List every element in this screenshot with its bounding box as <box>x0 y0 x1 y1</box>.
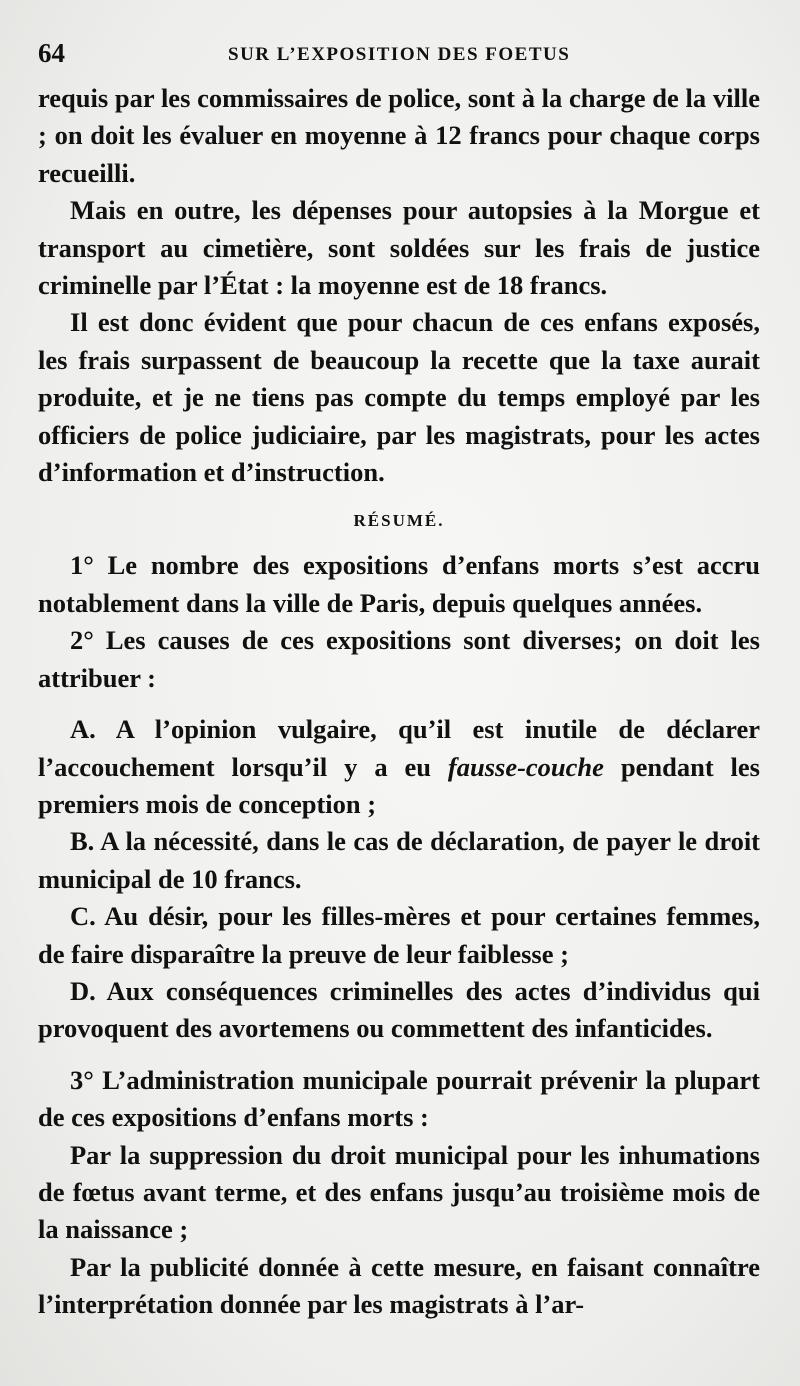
spacer <box>38 697 760 711</box>
page-header <box>38 38 758 74</box>
summary-point-3: 3° L’administration municipale pourrait prévenir la plupart de ces expositions d’enfans morts : <box>38 1064 760 1133</box>
page-body <box>38 80 760 1324</box>
paragraph-continuation: requis par les commissaires de police, sont à la charge de la ville ; on doit les évaluer en moyenne à 12 francs pour chaque corps recueilli. <box>38 83 760 188</box>
spacer <box>38 1048 760 1062</box>
cause-c: C. Au désir, pour les filles-mères et pour certaines femmes, de faire disparaître la preuve de leur faiblesse ; <box>38 901 760 969</box>
cause-b: B. A la nécessité, dans le cas de déclaration, de payer le droit municipal de 10 francs. <box>38 826 760 894</box>
remedy-1: Par la suppression du droit municipal pour les inhumations de fœtus avant terme, et des enfans jusqu’au troisième mois de la naissance ; <box>38 1139 760 1245</box>
cause-a <box>38 711 760 823</box>
remedy-2: Par la publicité donnée à cette mesure, en faisant connaître l’interprétation donnée par les magistrats à l’ar- <box>38 1251 760 1320</box>
cause-d: D. Aux conséquences criminelles des actes d’individus qui provoquent des avortemens ou commettent des infanticides. <box>38 975 760 1044</box>
cause-a-italic: fausse-couche <box>447 751 604 782</box>
summary-point-1: 1° Le nombre des expositions d’enfans morts s’est accru notablement dans la ville de Paris, depuis quelques années. <box>38 550 760 618</box>
summary-point-2: 2° Les causes de ces expositions sont diverses; on doit les attribuer : <box>38 625 760 693</box>
cause-a-text-2: pendant les premiers mois de conception ; <box>38 751 760 819</box>
paragraph-conclusion: Il est donc évident que pour chacun de ces enfans exposés, les frais surpassent de beaucoup la recette que la taxe aurait produite, et je ne tiens pas compte du temps employé par les officiers de police judiciaire, par les magistrats, pour les actes d’information et d’instruction. <box>38 307 760 488</box>
paragraph-morgue-costs: Mais en outre, les dépenses pour autopsies à la Morgue et transport au cimetière, sont soldées sur les frais de justice criminelle par l’État : la moyenne est de 18 francs. <box>38 195 760 301</box>
running-head: SUR L’EXPOSITION DES FOETUS <box>228 44 571 65</box>
page-number: 64 <box>38 38 65 68</box>
section-heading: RÉSUMÉ. <box>353 511 445 531</box>
cause-a-text-1: A. A l’opinion vulgaire, qu’il est inutile de déclarer l’accouchement lorsqu’il y a eu <box>38 714 760 782</box>
